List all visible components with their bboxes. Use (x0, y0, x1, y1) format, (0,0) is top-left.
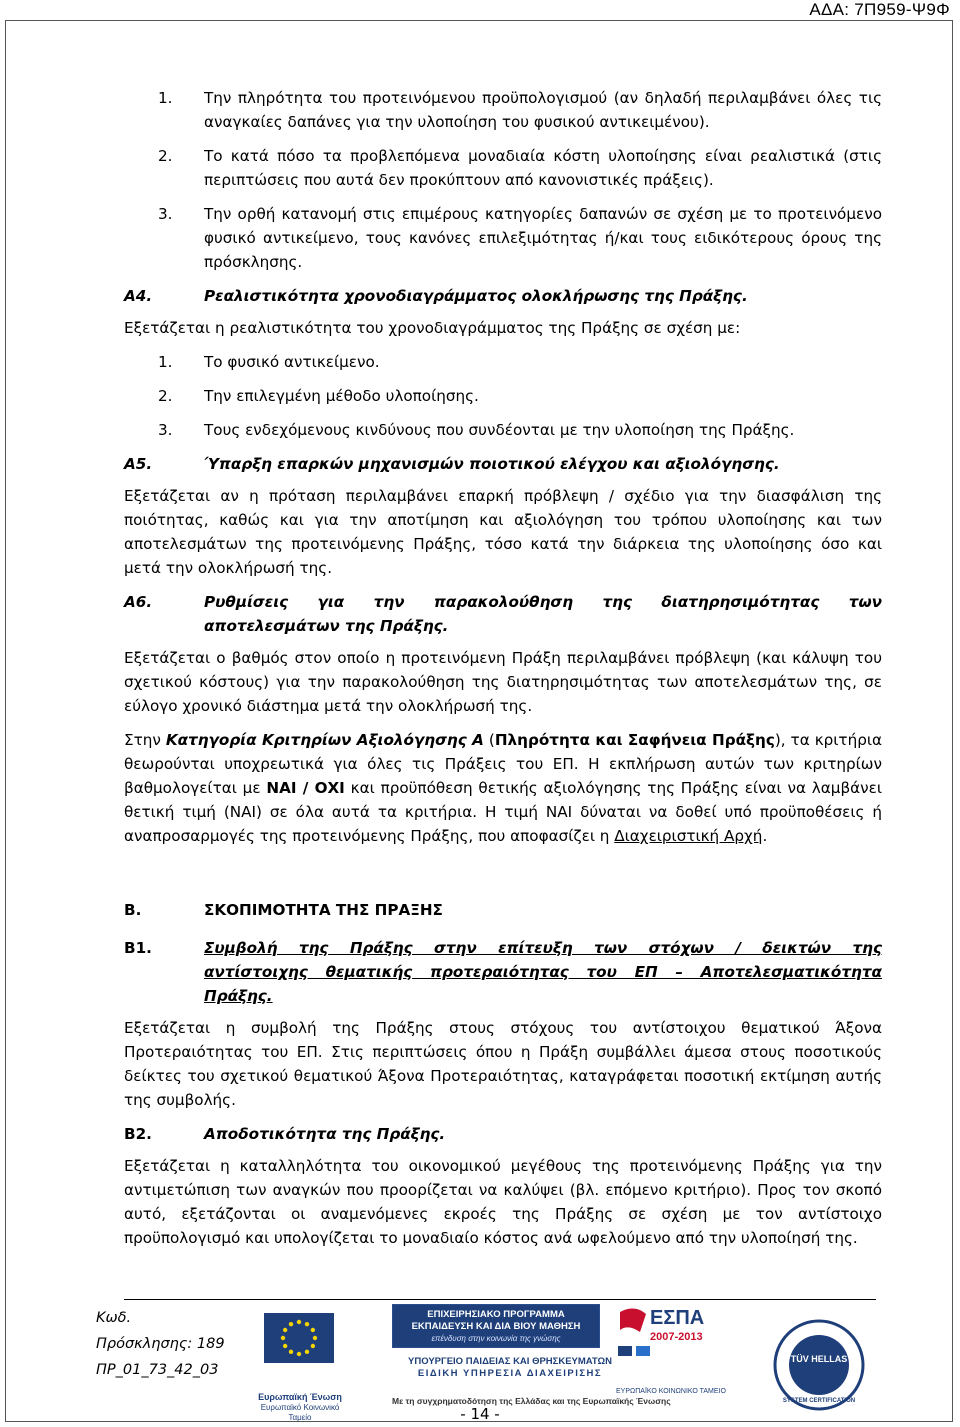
ministry-label (396, 1356, 624, 1380)
section-title (204, 936, 882, 1008)
section-number: Β1. (124, 939, 152, 957)
section-title: Ρεαλιστικότητα χρονοδιαγράμματος ολοκλήρωσης της Πράξης. (204, 287, 748, 305)
text-run: . (762, 827, 768, 845)
section-number: Α5. (124, 455, 153, 473)
title-line: αποτελεσμάτων της Πράξης. (204, 617, 449, 635)
criteria-list-a3 (124, 86, 882, 274)
section-a5-heading (124, 452, 882, 476)
tuv-text: TÜV HELLAS (790, 1354, 848, 1364)
section-a4-heading (124, 284, 882, 308)
list-number: 2. (158, 147, 173, 165)
eu-star-icon (305, 1350, 309, 1354)
operational-program-logo (392, 1304, 600, 1348)
text-run: ), τα κριτήρια θεωρούνται υποχρεωτικά για όλες τις Πράξεις του ΕΠ. Η εκπλήρωση αυτών των κριτηρίων βαθμολογείται με (124, 731, 882, 797)
text-run: Στην (124, 731, 166, 749)
ministry-name: ΥΠΟΥΡΓΕΙΟ ΠΑΙΔΕΙΑΣ ΚΑΙ ΘΡΗΣΚΕΥΜΑΤΩΝ (408, 1356, 612, 1367)
list-text: Τους ενδεχόμενους κινδύνους που συνδέονται με την υλοποίηση της Πράξης. (204, 421, 795, 439)
list-item (124, 418, 882, 442)
footer-code-block (96, 1305, 225, 1383)
service-name: ΕΙΔΙΚΗ ΥΠΗΡΕΣΙΑ ΔΙΑΧΕΙΡΙΣΗΣ (417, 1368, 603, 1379)
section-a6-heading (124, 590, 882, 638)
title-line: αντίστοιχης θεματικής προτεραιότητας του ΕΠ – Αποτελεσματικότητα (204, 963, 882, 981)
espa-years: 2007-2013 (650, 1331, 703, 1343)
eu-star-icon (283, 1344, 287, 1348)
list-number: 3. (158, 421, 173, 439)
section-title: ΣΚΟΠΙΜΟΤΗΤΑ ΤΗΣ ΠΡΑΞΗΣ (204, 901, 443, 919)
list-number: 3. (158, 205, 173, 223)
document-code: ΠΡ_01_73_42_03 (96, 1362, 219, 1378)
yes-no-label: ΝΑΙ / ΟΧΙ (266, 779, 345, 797)
list-text: Την ορθή κατανομή στις επιμέρους κατηγορίες δαπανών σε σχέση με το προτεινόμενο φυσικό αντικείμενο, τους κανόνες επιλεξιμότητας ή/και τους ειδικότερους όρους της πρόσκλησης. (204, 205, 882, 271)
title-line: Συμβολή της Πράξης στην επίτευξη των στόχων / δεικτών της (204, 939, 882, 957)
list-item (124, 350, 882, 374)
b1-text: Εξετάζεται η συμβολή της Πράξης στους στόχους του αντίστοιχου θεματικού Άξονα Προτεραιότητας του ΕΠ. Στις περιπτώσεις όπου η Πράξη συμβάλλει άμεσα στους ποσοτικούς δείκτες του σχετικού θεματικού Άξονα Προτεραιότητας, καταγράφεται ποσοτική εκτίμηση αυτής της συμβολής. (124, 1019, 882, 1109)
tuv-cert-text: SYSTEM CERTIFICATION (782, 1398, 856, 1404)
code-label: Κωδ. (96, 1310, 132, 1326)
eu-star-icon (311, 1328, 315, 1332)
section-number: Β. (124, 901, 142, 919)
section-b2-heading (124, 1122, 882, 1146)
eu-star-icon (311, 1344, 315, 1348)
list-number: 2. (158, 387, 173, 405)
a5-text: Εξετάζεται αν η πρόταση περιλαμβάνει επαρκή πρόβλεψη / σχέδιο για την διασφάλιση της ποιότητας, καθώς και για την αποτίμηση και αξιολόγηση του τρόπου υλοποίησης και των αποτελεσμάτων της προτεινόμενης Πράξης, τόσο κατά την διάρκεια της υλοποίησης όσο και μετά την ολοκλήρωσή της. (124, 487, 882, 577)
list-text: Την επιλεγμένη μέθοδο υλοποίησης. (204, 387, 479, 405)
eu-sub: Ευρωπαϊκό Κοινωνικό Ταμείο (260, 1403, 340, 1422)
section-title (204, 590, 882, 638)
espa-logo (614, 1302, 718, 1360)
list-number: 1. (158, 89, 173, 107)
footer-divider (124, 1299, 876, 1300)
cofunding-note: Με τη συγχρηματοδότηση της Ελλάδας και της Ευρωπαϊκής Ένωσης (392, 1396, 671, 1406)
section-b-heading (124, 898, 882, 922)
section-number: Α6. (124, 593, 153, 611)
b2-text: Εξετάζεται η καταλληλότητα του οικονομικού μεγέθους της προτεινόμενης Πράξης για την αντιμετώπιση των αναγκών που προορίζεται να καλύψει (βλ. επόμενο κριτήριο). Προς τον σκοπό αυτό, εξετάζονται οι αναμενόμενες εκροές της Πράξης σε σχέση με τον αντίστοιχο προϋπολογισμό και υπολογίζεται το μοναδιαίο κόστος ανά ωφελούμενο από την υλοποίησή της. (124, 1157, 882, 1247)
section-title: Αποδοτικότητα της Πράξης. (204, 1125, 446, 1143)
list-text: Το φυσικό αντικείμενο. (204, 353, 380, 371)
eu-star-icon (305, 1322, 309, 1326)
eu-star-icon (289, 1350, 293, 1354)
list-item (124, 144, 882, 192)
espa-caption: ΕΥΡΩΠΑΪΚΟ ΚΟΙΝΩΝΙΚΟ ΤΑΜΕΙΟ (616, 1388, 726, 1395)
text-run: ( (483, 731, 495, 749)
category-a-paragraph (124, 728, 882, 848)
eu-label: Ευρωπαϊκή Ένωση (258, 1392, 342, 1402)
eu-star-icon (297, 1352, 301, 1356)
list-number: 1. (158, 353, 173, 371)
criteria-list-a4 (124, 350, 882, 442)
section-title: Ύπαρξη επαρκών μηχανισμών ποιοτικού ελέγχου και αξιολόγησης. (204, 455, 780, 473)
category-name: Κατηγορία Κριτηρίων Αξιολόγησης Α (165, 731, 484, 749)
program-line: ΕΚΠΑΙΔΕΥΣΗ ΚΑΙ ΔΙΑ ΒΙΟΥ ΜΑΘΗΣΗ (411, 1321, 581, 1332)
list-item (124, 202, 882, 274)
managing-authority: Διαχειριστική Αρχή (614, 827, 763, 845)
title-line: Πράξης. (204, 987, 273, 1005)
eu-star-icon (313, 1336, 317, 1340)
document-body (124, 86, 882, 1260)
list-item (124, 86, 882, 134)
a4-intro: Εξετάζεται η ρεαλιστικότητα του χρονοδιαγράμματος της Πράξης σε σχέση με: (124, 319, 741, 337)
eu-star-icon (281, 1336, 285, 1340)
espa-text: ΕΣΠΑ (650, 1307, 705, 1329)
category-title: Πληρότητα και Σαφήνεια Πράξης (494, 731, 775, 749)
text-run: και προϋπόθεση θετικής αξιολόγησης της Πράξης είναι να λαμβάνει θετική τιμή (ΝΑΙ) σε όλα αυτά τα κριτήρια. Η τιμή ΝΑΙ δύναται να δοθεί υπό προϋποθέσεις ή αναπροσαρμογές της προτεινόμενης Πράξης, που αποφασίζει η (124, 779, 882, 845)
list-text: Την πληρότητα του προτεινόμενου προϋπολογισμού (αν δηλαδή περιλαμβάνει όλες τις αναγκαίες δαπάνες για την υλοποίηση του φυσικού αντικειμένου). (204, 89, 882, 131)
program-line: επένδυση στην κοινωνία της γνώσης (431, 1334, 561, 1343)
eu-star-icon (283, 1328, 287, 1332)
a6-text: Εξετάζεται ο βαθμός στον οποίο η προτεινόμενη Πράξη περιλαμβάνει πρόβλεψη (και κάλυψη του σχετικού κόστους) για την παρακολούθηση της διατηρησιμότητας των αποτελεσμάτων της, σε εύλογο χρονικό διάστημα μετά την ολοκλήρωσή της. (124, 649, 882, 715)
section-b1-heading (124, 936, 882, 1008)
page-number: - 14 - (460, 1405, 500, 1423)
list-item (124, 384, 882, 408)
invitation-label: Πρόσκλησης: 189 (96, 1336, 225, 1352)
title-line: Ρυθμίσεις για την παρακολούθηση της διατηρησιμότητας των (204, 593, 882, 611)
tuv-certification-seal (772, 1318, 866, 1412)
section-number: Α4. (124, 287, 153, 305)
eu-flag-logo (254, 1305, 344, 1395)
eu-star-icon (297, 1320, 301, 1324)
list-text: Το κατά πόσο τα προβλεπόμενα μοναδιαία κόστη υλοποίησης είναι ρεαλιστικά (στις περιπτώσεις που αυτά δεν προκύπτουν από κανονιστικές πράξεις). (204, 147, 882, 189)
spacer (124, 858, 882, 898)
program-line: ΕΠΙΧΕΙΡΗΣΙΑΚΟ ΠΡΟΓΡΑΜΜΑ (427, 1309, 565, 1320)
section-number: Β2. (124, 1125, 152, 1143)
eu-star-icon (289, 1322, 293, 1326)
ada-code: ΑΔΑ: 7Π959-Ψ9Φ (809, 0, 950, 19)
